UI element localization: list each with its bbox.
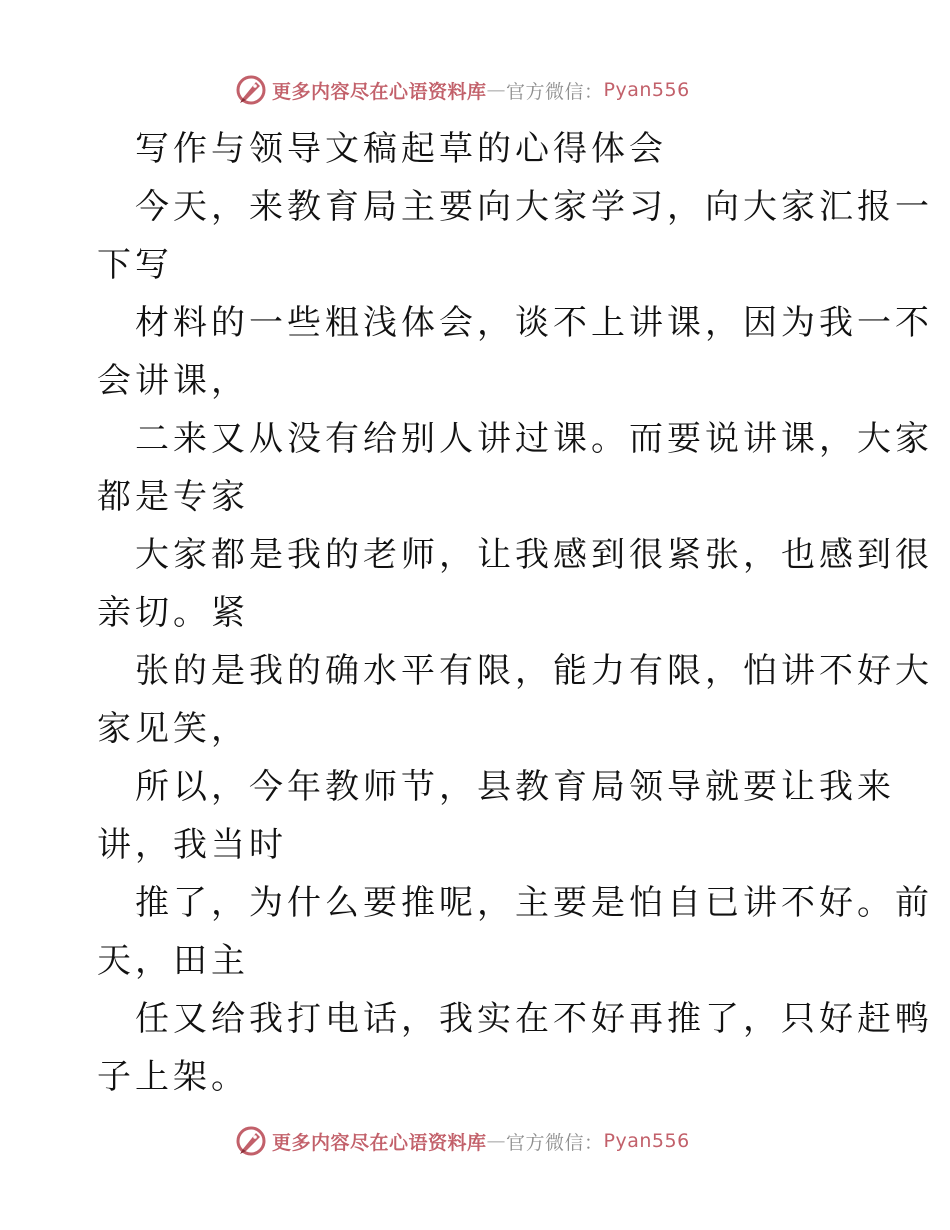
document-body [97,120,933,1106]
banner-dash: — [486,79,507,101]
paragraph-line: 亲切。紧 [97,593,249,633]
paragraph-line: 二来又从没有给别人讲过课。而要说讲课，大家 [135,419,933,459]
paragraph-line: 推了，为什么要推呢，主要是怕自已讲不好。前 [135,883,933,923]
banner-wechat-label: 官方微信： [506,80,604,103]
banner-wechat-id: Pyan556 [603,1130,690,1152]
paragraph-line: 会讲课， [97,361,249,401]
paragraph-line: 所以，今年教师节，县教育局领导就要让我来 [135,767,895,807]
paragraph-line: 天，田主 [97,941,249,981]
header-banner [234,72,690,108]
footer-banner [234,1123,690,1159]
paragraph-line: 张的是我的确水平有限，能力有限，怕讲不好大 [135,651,933,691]
pen-nib-logo-icon [234,73,268,107]
paragraph-line: 下写 [97,245,173,285]
paragraph-line: 讲，我当时 [97,825,287,865]
paragraph-line: 子上架。 [97,1057,249,1097]
paragraph-line: 任又给我打电话，我实在不好再推了，只好赶鸭 [135,999,933,1039]
paragraph-line: 今天，来教育局主要向大家学习，向大家汇报一 [135,187,933,227]
pen-nib-logo-icon [234,1124,268,1158]
paragraph-line: 家见笑， [97,709,249,749]
paragraph-line: 大家都是我的老师，让我感到很紧张，也感到很 [135,535,933,575]
banner-wechat-label: 官方微信： [506,1131,604,1154]
banner-wechat-id: Pyan556 [603,79,690,101]
document-title: 写作与领导文稿起草的心得体会 [135,129,667,169]
paragraph-line: 材料的一些粗浅体会，谈不上讲课，因为我一不 [135,303,933,343]
paragraph-line: 都是专家 [97,477,249,517]
banner-dash: — [486,1130,507,1152]
banner-main-text: 更多内容尽在心语资料库 [272,80,487,103]
banner-main-text: 更多内容尽在心语资料库 [272,1131,487,1154]
